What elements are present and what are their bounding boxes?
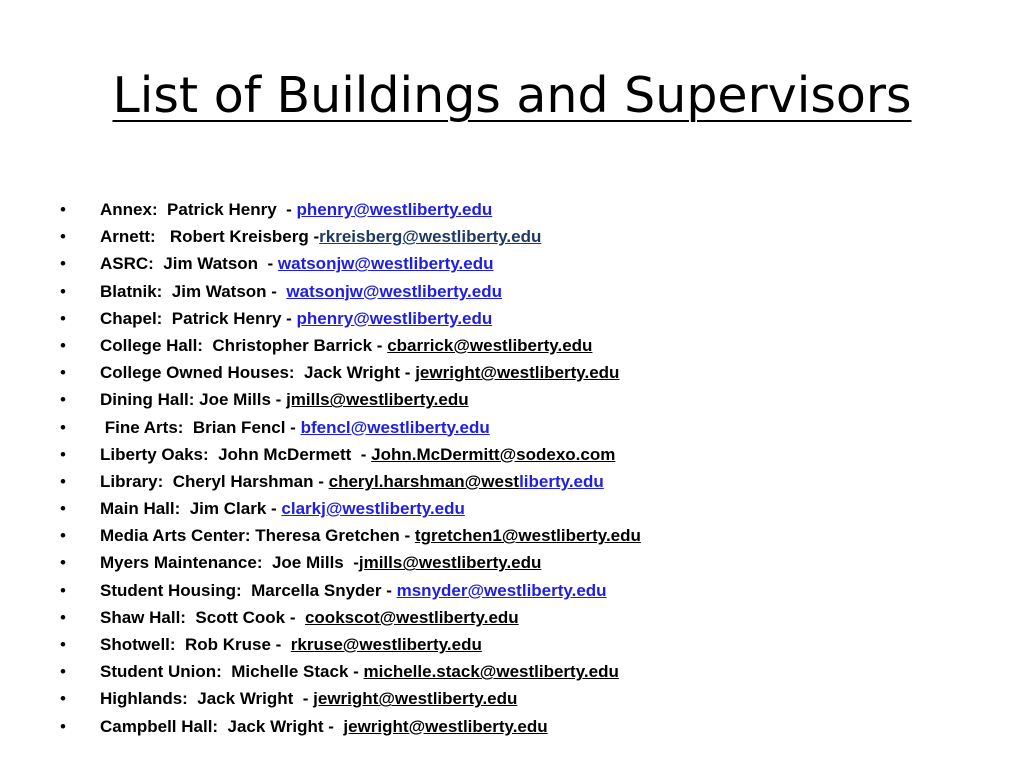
bullet-icon: • bbox=[60, 526, 66, 546]
list-item bbox=[60, 468, 1000, 495]
bullet-icon: • bbox=[60, 308, 66, 328]
email-link[interactable]: jewright@westliberty.edu bbox=[415, 363, 620, 383]
entry-text bbox=[100, 386, 469, 413]
bullet-icon: • bbox=[60, 553, 66, 573]
entry-text bbox=[100, 631, 482, 658]
building-supervisor-list bbox=[60, 196, 1000, 740]
building-supervisor-label: Chapel: Patrick Henry - bbox=[100, 308, 297, 328]
bullet-icon: • bbox=[60, 607, 66, 627]
entry-text bbox=[100, 468, 604, 495]
entry-text bbox=[100, 658, 619, 685]
email-link[interactable]: rkruse@westliberty.edu bbox=[290, 635, 482, 654]
building-supervisor-label: Campbell Hall: Jack Wright - bbox=[100, 716, 344, 736]
list-item bbox=[60, 549, 1000, 576]
list-item bbox=[60, 713, 1000, 740]
bullet-icon: • bbox=[60, 444, 66, 464]
email-link[interactable]: michelle.stack@westliberty.edu bbox=[363, 662, 619, 682]
list-item bbox=[60, 359, 1000, 386]
entry-text bbox=[100, 549, 541, 576]
entry-text bbox=[100, 577, 607, 604]
email-link[interactable]: cbarrick@westliberty.edu bbox=[387, 335, 593, 355]
email-link[interactable]: phenry@westliberty.edu bbox=[296, 308, 493, 328]
list-item bbox=[60, 441, 1000, 468]
bullet-icon: • bbox=[60, 390, 66, 410]
email-link[interactable]: msnyder@westliberty.edu bbox=[396, 580, 607, 600]
email-link[interactable]: John.McDermitt@sodexo.com bbox=[371, 444, 616, 464]
entry-text bbox=[100, 223, 541, 250]
list-item bbox=[60, 250, 1000, 277]
bullet-icon: • bbox=[60, 363, 66, 383]
slide-title: List of Buildings and Supervisors bbox=[112, 67, 912, 124]
entry-text bbox=[100, 196, 492, 223]
email-link[interactable]: jmills@westliberty.edu bbox=[358, 553, 542, 573]
building-supervisor-label: Dining Hall: Joe Mills - bbox=[100, 390, 287, 410]
email-link[interactable]: jewright@westliberty.edu bbox=[343, 716, 548, 736]
entry-text bbox=[100, 359, 619, 386]
list-item bbox=[60, 223, 1000, 250]
building-supervisor-label: Arnett: Robert Kreisberg - bbox=[100, 227, 320, 247]
email-link[interactable]: watsonjw@westliberty.edu bbox=[286, 281, 502, 301]
bullet-icon: • bbox=[60, 716, 66, 736]
list-item bbox=[60, 305, 1000, 332]
entry-text bbox=[100, 278, 502, 305]
bullet-icon: • bbox=[60, 254, 66, 274]
bullet-icon: • bbox=[60, 689, 66, 709]
building-supervisor-label: Myers Maintenance: Joe Mills - bbox=[100, 553, 359, 573]
list-item bbox=[60, 386, 1000, 413]
building-supervisor-label: Student Union: Michelle Stack - bbox=[100, 662, 364, 682]
email-link[interactable]: tgretchen1@westliberty.edu bbox=[414, 526, 641, 546]
email-link[interactable]: jmills@westliberty.edu bbox=[286, 390, 469, 410]
building-supervisor-label: College Hall: Christopher Barrick - bbox=[100, 335, 388, 355]
list-item bbox=[60, 332, 1000, 359]
entry-text bbox=[100, 250, 493, 277]
bullet-icon: • bbox=[60, 662, 66, 682]
entry-text bbox=[100, 604, 519, 631]
list-item bbox=[60, 522, 1000, 549]
list-item bbox=[60, 495, 1000, 522]
email-link-suffix[interactable]: liberty.edu bbox=[519, 471, 604, 491]
email-link[interactable]: cookscot@westliberty.edu bbox=[304, 607, 519, 627]
email-link[interactable]: rkreisberg@westliberty.edu bbox=[319, 227, 542, 247]
entry-text bbox=[100, 414, 490, 441]
list-item bbox=[60, 414, 1000, 441]
bullet-icon: • bbox=[60, 281, 66, 301]
email-link[interactable]: bfencl@westliberty.edu bbox=[300, 417, 490, 437]
building-supervisor-label: College Owned Houses: Jack Wright - bbox=[100, 363, 416, 383]
bullet-icon: • bbox=[60, 417, 66, 437]
email-link[interactable]: cheryl.harshman@west bbox=[328, 471, 520, 491]
entry-text bbox=[100, 522, 641, 549]
bullet-icon: • bbox=[60, 227, 66, 247]
building-supervisor-label: Shotwell: Rob Kruse - bbox=[100, 635, 291, 654]
bullet-icon: • bbox=[60, 335, 66, 355]
list-item bbox=[60, 658, 1000, 685]
building-supervisor-label: Liberty Oaks: John McDermett - bbox=[100, 444, 372, 464]
building-supervisor-label: Media Arts Center: Theresa Gretchen - bbox=[100, 526, 415, 546]
entry-text bbox=[100, 441, 615, 468]
list-item bbox=[60, 631, 1000, 658]
list-item bbox=[60, 278, 1000, 305]
building-supervisor-label: Annex: Patrick Henry - bbox=[100, 200, 297, 219]
email-link[interactable]: phenry@westliberty.edu bbox=[296, 200, 493, 219]
entry-text bbox=[100, 685, 517, 712]
building-supervisor-label: Shaw Hall: Scott Cook - bbox=[100, 607, 305, 627]
email-link[interactable]: jewright@westliberty.edu bbox=[313, 689, 518, 709]
building-supervisor-label: Highlands: Jack Wright - bbox=[100, 689, 314, 709]
entry-text bbox=[100, 495, 465, 522]
bullet-icon: • bbox=[60, 471, 66, 491]
building-supervisor-label: Main Hall: Jim Clark - bbox=[100, 499, 282, 519]
list-item bbox=[60, 196, 1000, 223]
list-item bbox=[60, 685, 1000, 712]
email-link[interactable]: watsonjw@westliberty.edu bbox=[277, 254, 494, 274]
building-supervisor-label: Fine Arts: Brian Fencl - bbox=[100, 417, 301, 437]
building-supervisor-label: Student Housing: Marcella Snyder - bbox=[100, 580, 397, 600]
building-supervisor-label: Blatnik: Jim Watson - bbox=[100, 281, 287, 301]
bullet-icon: • bbox=[60, 499, 66, 519]
building-supervisor-label: ASRC: Jim Watson - bbox=[100, 254, 278, 274]
bullet-icon: • bbox=[60, 635, 66, 654]
email-link[interactable]: clarkj@westliberty.edu bbox=[281, 499, 465, 519]
entry-text bbox=[100, 332, 592, 359]
bullet-icon: • bbox=[60, 200, 66, 219]
building-supervisor-label: Library: Cheryl Harshman - bbox=[100, 471, 329, 491]
bullet-icon: • bbox=[60, 580, 66, 600]
entry-text bbox=[100, 713, 548, 740]
list-item bbox=[60, 604, 1000, 631]
list-item bbox=[60, 577, 1000, 604]
entry-text bbox=[100, 305, 492, 332]
